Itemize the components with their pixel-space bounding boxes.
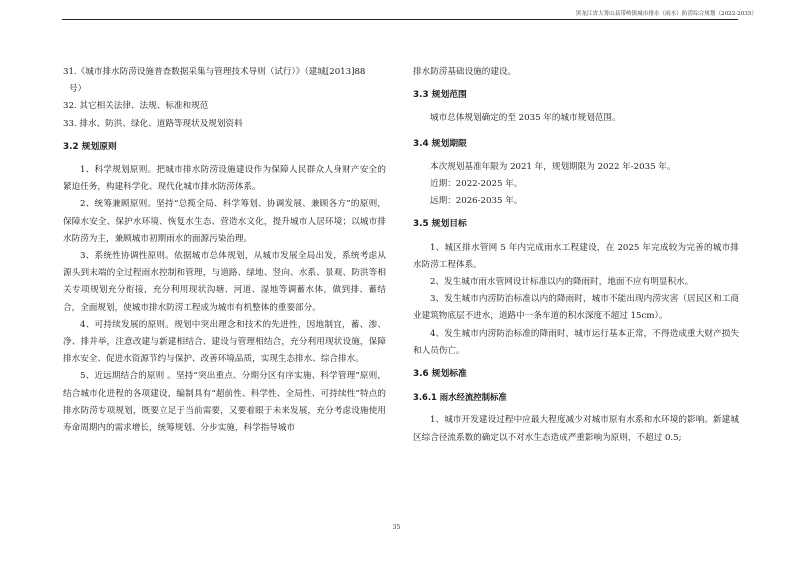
left-column xyxy=(63,64,386,437)
section-3-2-heading: 3.2 规划原则 xyxy=(63,141,117,152)
section-3-5-heading: 3.5 规划目标 xyxy=(413,219,467,230)
running-header: 黑龙江省大箐山县带岭镇城市排水（雨水）防涝综合规划（2022-2035） xyxy=(575,11,757,17)
reference-item-32: 32. 其它相关法律、法规、标准和规范 xyxy=(63,101,209,112)
goal-4: 4、发生城市内涝防治标准的降雨时，城市运行基本正常，不得造成重大财产损失和人员伤亡。 xyxy=(413,328,739,356)
section-3-6-heading: 3.6 规划标准 xyxy=(413,369,467,380)
long-term-text: 远期：2026-2035 年。 xyxy=(430,196,523,207)
principle-1: 1、科学规划原则。把城市排水防涝设施建设作为保障人民群众人身财产安全的紧迫任务，构建科学化、现代化城市排水防涝体系。 xyxy=(63,165,386,193)
reference-item-33: 33. 排水、防洪、绿化、道路等现状及规划资料 xyxy=(63,118,243,129)
principle-2: 2、统筹兼顾原则。坚持“总揽全局、科学筹划、协调发展、兼顾各方”的原则，保障水安全、保护水环境、恢复水生态、营造水文化，提升城市人居环境；以城市排水防涝为主，兼顾城市初期雨水的面源污染治理。 xyxy=(63,199,386,244)
principle-5-continuation: 排水防涝基础设施的建设。 xyxy=(413,67,517,77)
goal-1: 1、城区排水管网 5 年内完成雨水工程建设，在 2025 年完成较为完善的城市排水防涝工程体系。 xyxy=(413,242,739,270)
near-term-text: 近期：2022-2025 年。 xyxy=(430,179,523,190)
page-number: 35 xyxy=(392,524,401,531)
goal-2: 2、发生城市雨水管网设计标准以内的降雨时，地面不应有明显积水。 xyxy=(430,277,694,288)
principle-4: 4、可持续发展的原则。规划中突出理念和技术的先进性，因地制宜，蓄、渗、净、排并举，注意改建与新建相结合、建设与管理相结合，充分利用现状设施，保障排水安全、促进水资源节约与保护、改善环境品质，实现生态排水、综合排水。 xyxy=(63,319,386,365)
header-rule xyxy=(62,19,738,20)
period-text: 本次规划基准年限为 2021 年，规划期限为 2022 年-2035 年。 xyxy=(430,161,676,172)
scope-text: 城市总体规划确定的至 2035 年的城市规划范围。 xyxy=(430,113,621,124)
section-3-4-heading: 3.4 规划期限 xyxy=(413,138,467,149)
section-3-6-1-heading: 3.6.1 雨水经流控制标准 xyxy=(413,392,507,403)
goal-3: 3、发生城市内涝防治标准以内的降雨时，城市不能出现内涝灾害（居民区和工商业建筑物底层不进水，道路中一条车道的积水深度不超过 15cm）。 xyxy=(413,294,739,322)
section-3-3-heading: 3.3 规划范围 xyxy=(413,90,467,101)
principle-5: 5、近远期结合的原则 。坚持“突出重点、分期分区有序实施、科学管理”原则，结合城市化进程的各项建设，编制具有“超前性、科学性、全局性、可持续性”特点的排水防涝专项规划，既要立足于当前需要，又要着眼于未来发展，充分考虑设施使用寿命周期内的需求增长，统筹规划、分步实施，科学指导城市 xyxy=(63,371,386,434)
principle-3: 3、系统性协调性原则。依据城市总体规划，从城市发展全局出发，系统考虑从源头到末端的全过程雨水控制和管理，与道路、绿地、竖向、水系、景观、防洪等相关专项规划充分衔接，充分利用现状沟塘、河道、湿地等调蓄水体，做到排、蓄结合，全面规划，使城市排水防涝工程成为城市有机整体的重要部分。 xyxy=(63,251,386,313)
reference-item-31: 31.《城市排水防涝设施普查数据采集与管理技术导则（试行）》（建城[2013]88 xyxy=(63,67,366,77)
standard-1: 1、城市开发建设过程中应最大程度减少对城市原有水系和水环境的影响。新建城区综合径流系数的确定以不对水生态造成严重影响为原则，不超过 0.5; xyxy=(413,415,739,443)
right-column xyxy=(413,64,739,447)
reference-item-31-continuation: 号） xyxy=(69,84,87,95)
